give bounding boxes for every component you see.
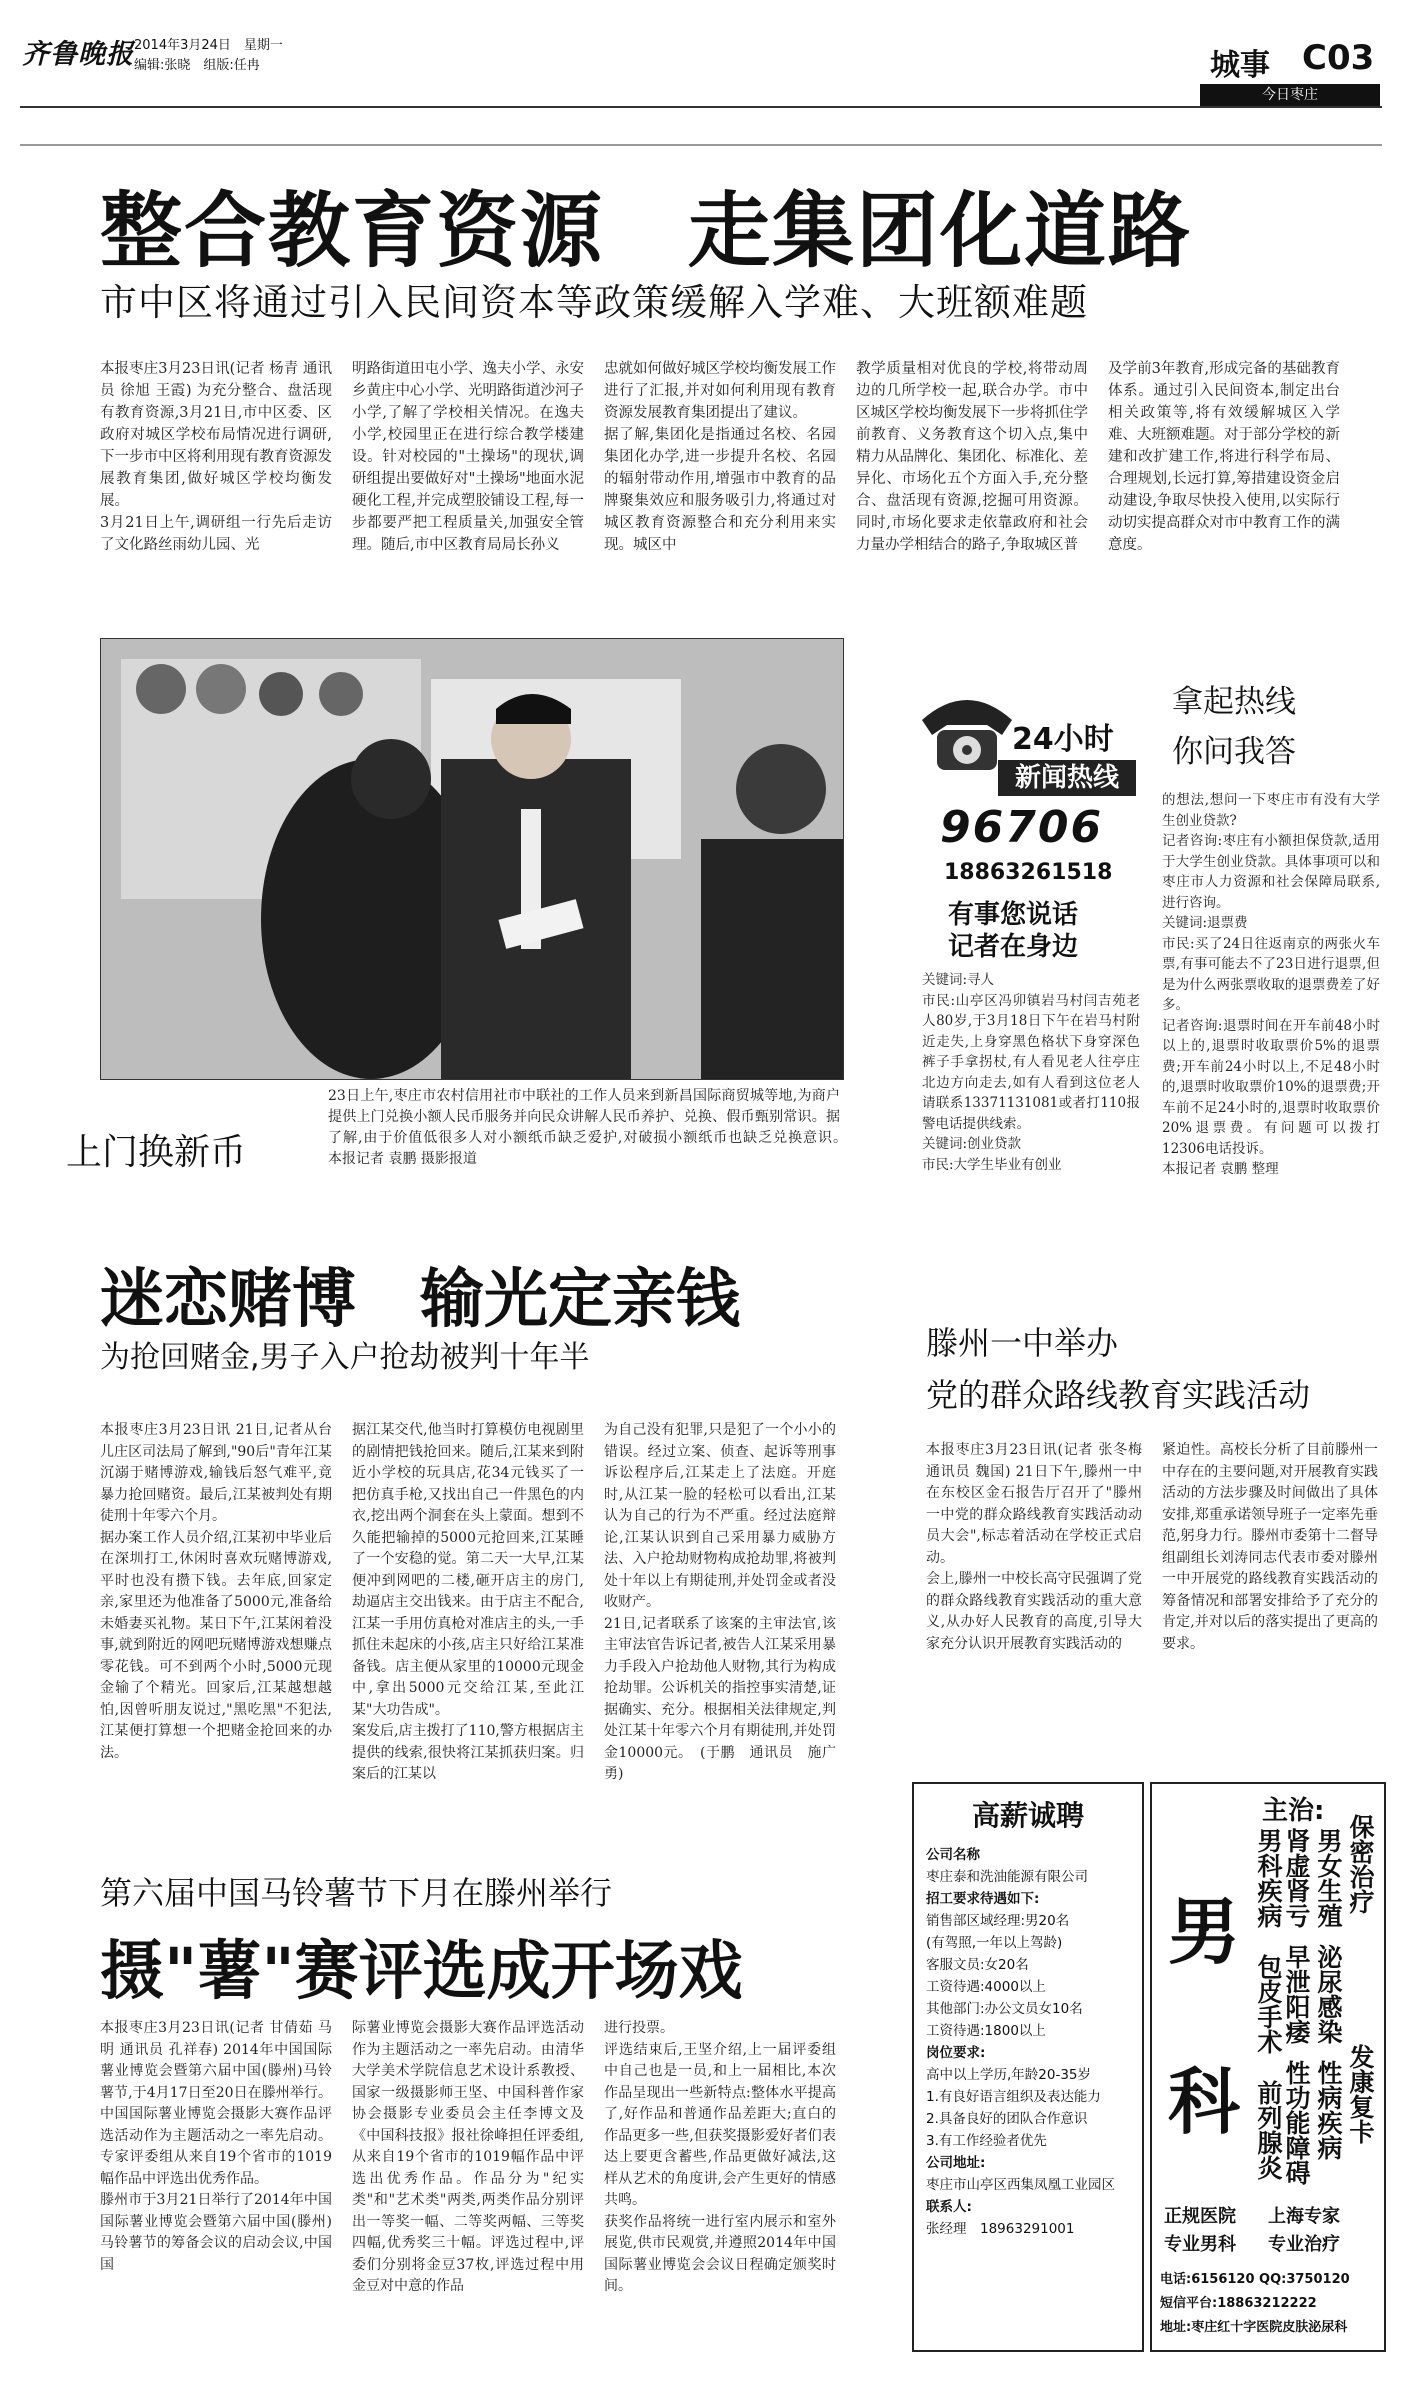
job-ad-line: 岗位要求:: [926, 2045, 986, 2061]
job-ad-line: 枣庄市山亭区西集凤凰工业园区: [926, 2177, 1115, 2193]
job-ad-line: 工资待遇:4000以上: [926, 1979, 1046, 1995]
job-ad-line: 其他部门:办公文员女10名: [926, 2001, 1083, 2017]
story4-kicker: 第六届中国马铃薯节下月在滕州举行: [100, 1874, 613, 1912]
job-ad-line: 联系人:: [926, 2199, 972, 2215]
hotline-qa-right: 的想法,想问一下枣庄市有没有大学生创业贷款? 记者咨询:枣庄有小额担保贷款,适用于大学生创业贷款。具体事项可以和枣庄市人力资源和社会保障局联系,进行咨询。 关键词:退票费 市民:买了24日往返南京的两张火车票,有事可能去不了23日进行退票,但是为什么两张票收取的退票费差了好多。 记者咨询:退票时间在开车前48小时以上的,退票时收取票价5%的退票费;开车前24小时以上,不足48小时的,退票时收取票价10%的退票费;开车前不足24小时的,退票时收取票价20%退票费。有问题可以拨打12306电话投诉。 本报记者 袁鹏 整理: [1162, 792, 1380, 1177]
clinic-big-char-1: 男: [1168, 1890, 1241, 1974]
section-name: 城事: [1210, 48, 1270, 83]
story1-headline: 整合教育资源 走集团化道路: [100, 183, 1193, 279]
photo1-caption: 23日上午,枣庄市农村信用社市中联社的工作人员来到新昌国际商贸城等地,为商户提供上门兑换小额人民币服务并向民众讲解人民币养护、兑换、假币甄别常识。据了解,由于价值低很多人对小额纸币缺乏爱护,对破损小额纸币也缺乏兑换意识。 本报记者 袁鹏 摄影报道: [328, 1088, 868, 1167]
story4-headline: 摄"薯"赛评选成开场戏: [100, 1934, 743, 2009]
job-ad-line: 招工要求待遇如下:: [926, 1891, 1040, 1907]
page-number: C03: [1302, 38, 1375, 78]
currency-exchange-photo: [100, 638, 844, 1080]
hotline-number: 96706: [940, 802, 1104, 853]
clinic-sms: 短信平台:18863212222: [1160, 2296, 1317, 2311]
job-ad-line: 客服文员:女20名: [926, 1957, 1029, 1973]
clinic-item: 泌尿感染: [1314, 1944, 1343, 2044]
clinic-item: 早泄阳痿: [1282, 1944, 1311, 2044]
clinic-title: 主治:: [1262, 1796, 1325, 1826]
clinic-big-char-2: 科: [1168, 2060, 1241, 2144]
hotline-24h: 24小时: [1012, 722, 1114, 757]
hotline-mobile: 18863261518: [944, 860, 1113, 885]
job-ad-line: (有驾照,一年以上驾龄): [926, 1935, 1063, 1951]
story1-column: 本报枣庄3月23日讯(记者 杨青 通讯员 徐旭 王霞) 为充分整合、盘活现有教育资源,3月21日,市中区委、区政府对城区学校布局情况进行调研,下一步市中区将利用现有教育资源发展教育集团,做好城区学校均衡发展。 3月21日上午,调研组一行先后走访了文化路丝雨幼儿园、光: [100, 361, 332, 553]
clinic-address: 地址:枣庄红十字医院皮肤泌尿科: [1160, 2320, 1348, 2335]
story3-headline-2: 党的群众路线教育实践活动: [926, 1376, 1311, 1414]
story3-headline-1: 滕州一中举办: [926, 1324, 1119, 1362]
story2-subhead: 为抢回赌金,男子入户抢劫被判十年半: [100, 1340, 590, 1375]
photo-scene: [101, 639, 843, 1079]
header-rule: [20, 106, 1382, 108]
masthead-logo: 齐鲁晚报: [22, 39, 134, 70]
story1-subhead: 市中区将通过引入民间资本等政策缓解入学难、大班额难题: [100, 281, 1088, 324]
story2-column: 为自己没有犯罪,只是犯了一个小小的错误。经过立案、侦查、起诉等刑事诉讼程序后,江某走上了法庭。开庭时,从江某一脸的轻松可以看出,江某认为自己的行为不严重。经过法庭辩论,江某认识到自己采用暴力威胁方法、入户抢劫财物构成抢劫罪,将被判处十年以上有期徒刑,并处罚金或者没收财产。 21日,记者联系了该案的主审法官,该主审法官告诉记者,被告人江某采用暴力手段入户抢劫他人财物,其行为构成抢劫罪。公诉机关的指控事实清楚,证据确实、充分。根据相关法律规定,判处江某十年零六个月有期徒刑,并处罚金10000元。 (于鹏 通讯员 施广勇): [604, 1422, 836, 1782]
clinic-item: 包皮手术: [1254, 1954, 1283, 2054]
story4-column: 本报枣庄3月23日讯(记者 甘倩茹 马明 通讯员 孔祥春) 2014年中国国际薯业博览会暨第六届中国(滕州)马铃薯节,于4月17日至20日在滕州举行。中国国际薯业博览会摄影大赛作品评选活动作为主题活动之一率先启动。专家评委组从来自19个省市的1019幅作品中评选出优秀作品。 滕州市于3月21日举行了2014年中国国际薯业博览会暨第六届中国(滕州)马铃薯节的筹备会议的启动会议,中国国: [100, 2020, 332, 2273]
story2-body: [100, 1420, 860, 1880]
job-ad-line: 公司名称: [926, 1847, 980, 1863]
clinic-ad: [1150, 1782, 1386, 2352]
clinic-hospital-4: 专业治疗: [1268, 2234, 1340, 2255]
hotline-box: [900, 680, 1140, 970]
job-ad-line: 3.有工作经验者优先: [926, 2133, 1047, 2149]
job-ad-line: 枣庄泰和洗油能源有限公司: [926, 1869, 1088, 1885]
job-ad-line: 销售部区域经理:男20名: [926, 1913, 1070, 1929]
story1-column: 忠就如何做好城区学校均衡发展工作进行了汇报,并对如何利用现有教育资源发展教育集团提出了建议。 据了解,集团化是指通过名校、名园集团化办学,进一步提升名校、名园的辐射带动作用,增强市中教育的品牌聚集效应和服务吸引力,将通过对城区教育资源整合和充分利用来实现。城区中: [604, 361, 836, 553]
clinic-item: 性病疾病: [1314, 2060, 1343, 2160]
photo1-label: 上门换新币: [66, 1132, 247, 1173]
clinic-item: 保密治疗: [1346, 1814, 1375, 1914]
story4-column: 际薯业博览会摄影大赛作品评选活动作为主题活动之一率先启动。由清华大学美术学院信息艺术设计系教授、国家一级摄影师王坚、中国科普作家协会摄影专业委员会主任李博文及《中国科技报》报社徐峰担任评委组,从来自19个省市的1019幅作品中评选出优秀作品。作品分为"纪实类"和"艺术类"两类,两类作品分别评出一等奖一幅、二等奖两幅、三等奖四幅,优秀奖三十幅。评选过程中,评委们分别将金豆37枚,评选过程中用金豆对中意的作品: [352, 2020, 584, 2294]
story2-column: 本报枣庄3月23日讯 21日,记者从台儿庄区司法局了解到,"90后"青年江某沉溺于赌博游戏,输钱后怒气难平,竟暴力抢回赌资。最后,江某被判处有期徒刑十年零六个月。 据办案工作人员介绍,江某初中毕业后在深圳打工,休闲时喜欢玩赌博游戏,平时也没有攒下钱。去年底,回家定亲,家里还为他准备了5000元,准备给未婚妻买礼物。某日下午,江某闲着没事,就到附近的网吧玩赌博游戏想赚点零花钱。可不到两个小时,5000元现金输了个精光。回家后,江某越想越怕,因曾听朋友说过,"黑吃黑"不犯法,江某便打算想一个把赌金抢回来的办法。: [100, 1422, 332, 1761]
clinic-item: 男科疾病: [1254, 1828, 1283, 1928]
story1-column: 及学前3年教育,形成完备的基础教育体系。通过引入民间资本,制定出台相关政策等,将有效缓解城区入学难、大班额难题。对于部分学校的新建和改扩建工作,将进行科学布局、合理规划,长远打算,筹措建设资金启动建设,争取尽快投入使用,以实际行动切实提高群众对市中教育工作的满意度。: [1108, 361, 1340, 553]
story1-body: [100, 358, 1380, 588]
date-line: 2014年3月24日 星期一: [134, 38, 283, 53]
job-ad-line: 张经理 18963291001: [926, 2221, 1075, 2237]
job-ad-line: 工资待遇:1800以上: [926, 2023, 1046, 2039]
hotline-heading-1: 拿起热线: [1172, 684, 1296, 720]
job-ad-line: 公司地址:: [926, 2155, 986, 2171]
story3-column: 本报枣庄3月23日讯(记者 张冬梅 通讯员 魏国) 21日下午,滕州一中在东校区金石报告厅召开了"滕州一中党的群众路线教育实践活动动员大会",标志着活动在学校正式启动。 会上,滕州一中校长高守民强调了党的群众路线教育实践活动的重大意义,从办好人民教育的高度,引导大家充分认识开展教育实践活动的: [926, 1442, 1142, 1652]
clinic-item: 性功能障碍: [1282, 2060, 1311, 2185]
hotline-slogan-1: 有事您说话: [948, 900, 1079, 930]
story2-headline: 迷恋赌博 输光定亲钱: [100, 1262, 740, 1337]
clinic-item: 发康复卡: [1346, 2044, 1375, 2144]
job-ad-title: 高薪诚聘: [971, 1799, 1084, 1832]
story3-body: [926, 1440, 1386, 1740]
clinic-item: 男女生殖: [1314, 1828, 1343, 1928]
clinic-hospital-1: 正规医院: [1164, 2206, 1236, 2227]
hotline-news-label: 新闻热线: [998, 760, 1136, 796]
clinic-item: 前列腺炎: [1254, 2080, 1283, 2180]
job-ad-line: 2.具备良好的团队合作意识: [926, 2111, 1088, 2127]
clinic-phone: 电话:6156120 QQ:3750120: [1160, 2272, 1350, 2287]
hotline-heading-2: 你问我答: [1172, 734, 1296, 770]
story4-column: 进行投票。 评选结束后,王坚介绍,上一届评委组中自己也是一员,和上一届相比,本次作品呈现出一些新特点:整体水平提高了,好作品和普通作品差距大;直白的作品更多一些,但获奖摄影爱好者们表达上要更含蓄些,作品更做好减法,这样从艺术的角度讲,会产生更好的情感共鸣。 获奖作品将统一进行室内展示和室外展览,供市民观赏,并遵照2014年中国国际薯业博览会会议日程确定颁奖时间。: [604, 2020, 836, 2294]
clinic-hospital-3: 专业男科: [1164, 2234, 1236, 2255]
editors-line: 编辑:张晓 组版:任冉: [134, 58, 260, 73]
job-ad-line: 1.有良好语言组织及表达能力: [926, 2089, 1101, 2105]
story1-column: 教学质量相对优良的学校,将带动周边的几所学校一起,联合办学。市中区城区学校均衡发展下一步将抓住学前教育、义务教育这个切入点,集中精力从品牌化、集团化、标准化、差异化、市场化五个方面入手,充分整合、盘活现有资源,挖掘可用资源。同时,市场化要求走依靠政府和社会力量办学相结合的路子,争取城区普: [856, 361, 1088, 553]
job-ad: [912, 1782, 1144, 2352]
story3-column: 紧迫性。高校长分析了目前滕州一中存在的主要问题,对开展教育实践活动的方法步骤及时间做出了具体安排,郑重承诺领导班子一定率先垂范,躬身力行。滕州市委第十二督导组副组长刘涛同志代表市委对滕州一中开展党的路线教育实践活动的筹备情况和部署安排给予了充分的肯定,并对以后的落实提出了更高的要求。: [1162, 1442, 1378, 1652]
job-ad-lines: [926, 1844, 1134, 2240]
job-ad-line: 高中以上学历,年龄20-35岁: [926, 2067, 1092, 2083]
story1-column: 明路街道田屯小学、逸夫小学、永安乡黄庄中心小学、光明路街道沙河子小学,了解了学校相关情况。在逸夫小学,校园里正在进行综合教学楼建设。针对校园的"土操场"的现状,调研组提出要做好对"土操场"地面水泥硬化工程,并完成塑胶铺设工程,每一步都要严把工程质量关,加强安全管理。随后,市中区教育局局长孙义: [352, 361, 584, 553]
clinic-item: 肾虚肾亏: [1282, 1828, 1311, 1928]
story2-column: 据江某交代,他当时打算模仿电视剧里的剧情把钱抢回来。随后,江某来到附近小学校的玩具店,花34元钱买了一把仿真手枪,又找出自己一件黑色的内衣,挖出两个洞套在头上蒙面。想到不久能把输掉的5000元抢回来,江某睡了一个安稳的觉。第二天一大早,江某便冲到网吧的二楼,砸开店主的房门,劫逼店主交出钱来。由于店主不配合,江某一手用仿真枪对准店主的头,一手抓住未起床的小孩,店主只好给江某准备钱。店主便从家里的10000元现金中,拿出5000元交给江某,至此江某"大功告成"。 案发后,店主拨打了110,警方根据店主提供的线索,很快将江某抓获归案。归案后的江某以: [352, 1422, 584, 1782]
top-rule: [20, 144, 1382, 146]
section-sub-bar: 今日枣庄: [1200, 84, 1380, 106]
hotline-slogan-2: 记者在身边: [948, 932, 1079, 962]
story4-body: [100, 2018, 860, 2378]
hotline-qa-left: 关键词:寻人 市民:山亭区冯卯镇岩马村闫吉苑老人80岁,于3月18日下午在岩马村附近走失,上身穿黑色格状下身穿深色裤子手拿拐杖,有人看见老人往亭庄北边方向走去,如有人看到这位老人请联系13371131081或者打110报警电话提供线索。 关键词:创业贷款 市民:大学生毕业有创业: [922, 972, 1140, 1173]
clinic-hospital-2: 上海专家: [1268, 2206, 1340, 2227]
